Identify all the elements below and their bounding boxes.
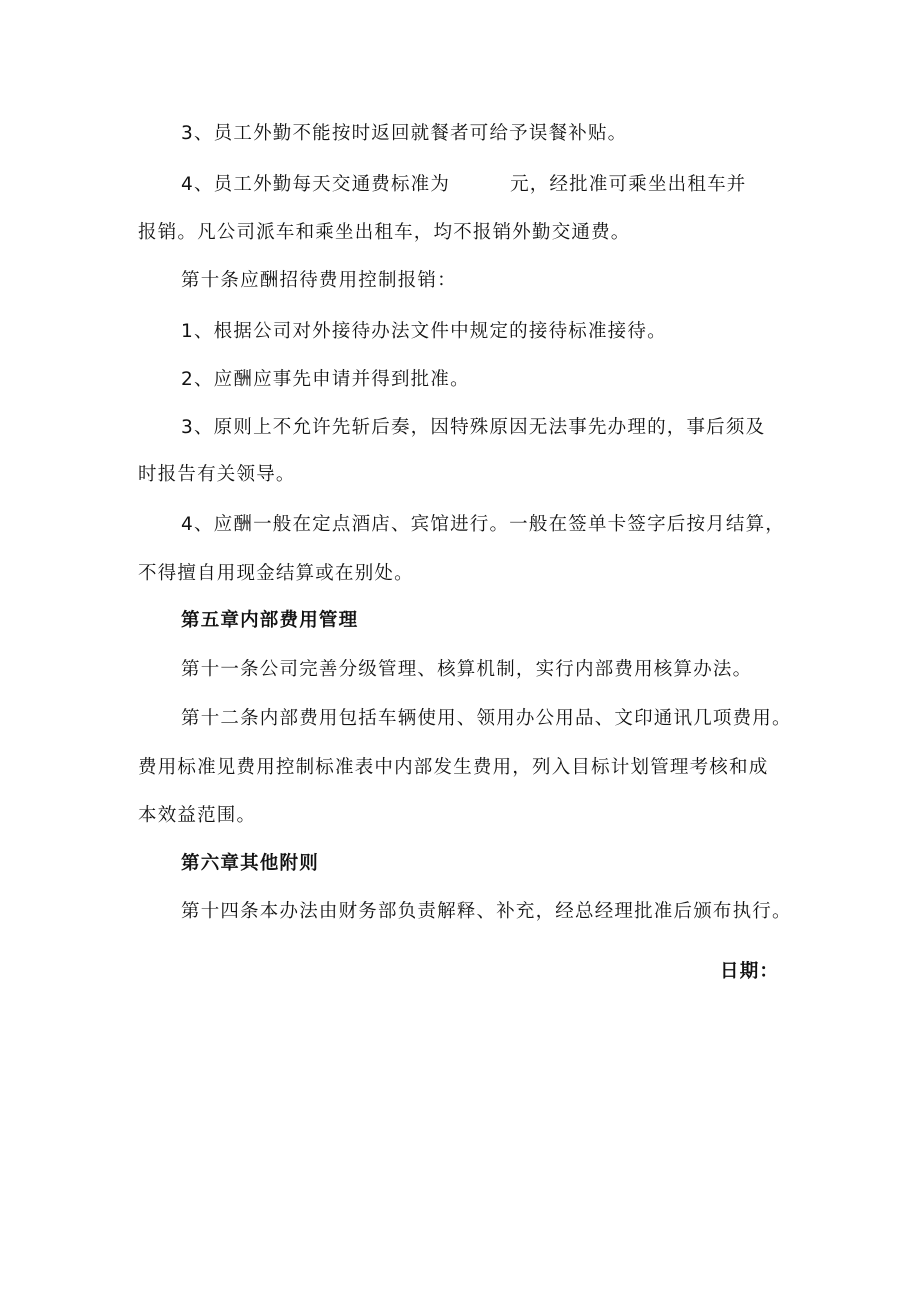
paragraph-transport-fee-line1 [181,173,746,197]
article-twelve-line2: 费用标准见费用控制标准表中内部发生费用，列入目标计划管理考核和成 [138,757,769,778]
paragraph-no-post-approval-line2: 时报告有关领导。 [138,464,296,485]
transport-fee-text-a: 4、员工外勤每天交通费标准为 [181,174,451,195]
paragraph-no-post-approval-line1: 3、原则上不允许先斩后奏，因特殊原因无法事先办理的，事后须及 [181,417,766,438]
paragraph-transport-fee-line2: 报销。凡公司派车和乘坐出租车，均不报销外勤交通费。 [138,222,631,243]
date-label: 日期： [720,961,780,982]
article-twelve-line1: 第十二条内部费用包括车辆使用、领用办公用品、文印通讯几项费用。 [181,708,792,729]
paragraph-meal-subsidy: 3、员工外勤不能按时返回就餐者可给予误餐补贴。 [181,123,628,144]
paragraph-designated-hotel-line2: 不得擅自用现金结算或在别处。 [138,563,414,584]
article-twelve-line3: 本效益范围。 [138,805,257,826]
chapter-six-heading: 第六章其他附则 [181,853,319,874]
paragraph-designated-hotel-line1: 4、应酬一般在定点酒店、宾馆进行。一般在签单卡签字后按月结算， [181,514,785,535]
article-fourteen: 第十四条本办法由财务部负责解释、补充，经总经理批准后颁布执行。 [181,901,792,922]
article-eleven: 第十一条公司完善分级管理、核算机制，实行内部费用核算办法。 [181,659,753,680]
paragraph-reception-standard: 1、根据公司对外接待办法文件中规定的接待标准接待。 [181,321,667,342]
article-ten-title: 第十条应酬招待费用控制报销： [181,270,457,291]
paragraph-prior-approval: 2、应酬应事先申请并得到批准。 [181,369,470,390]
transport-fee-text-b: 元，经批准可乘坐出租车并 [510,174,747,195]
chapter-five-heading: 第五章内部费用管理 [181,610,359,631]
